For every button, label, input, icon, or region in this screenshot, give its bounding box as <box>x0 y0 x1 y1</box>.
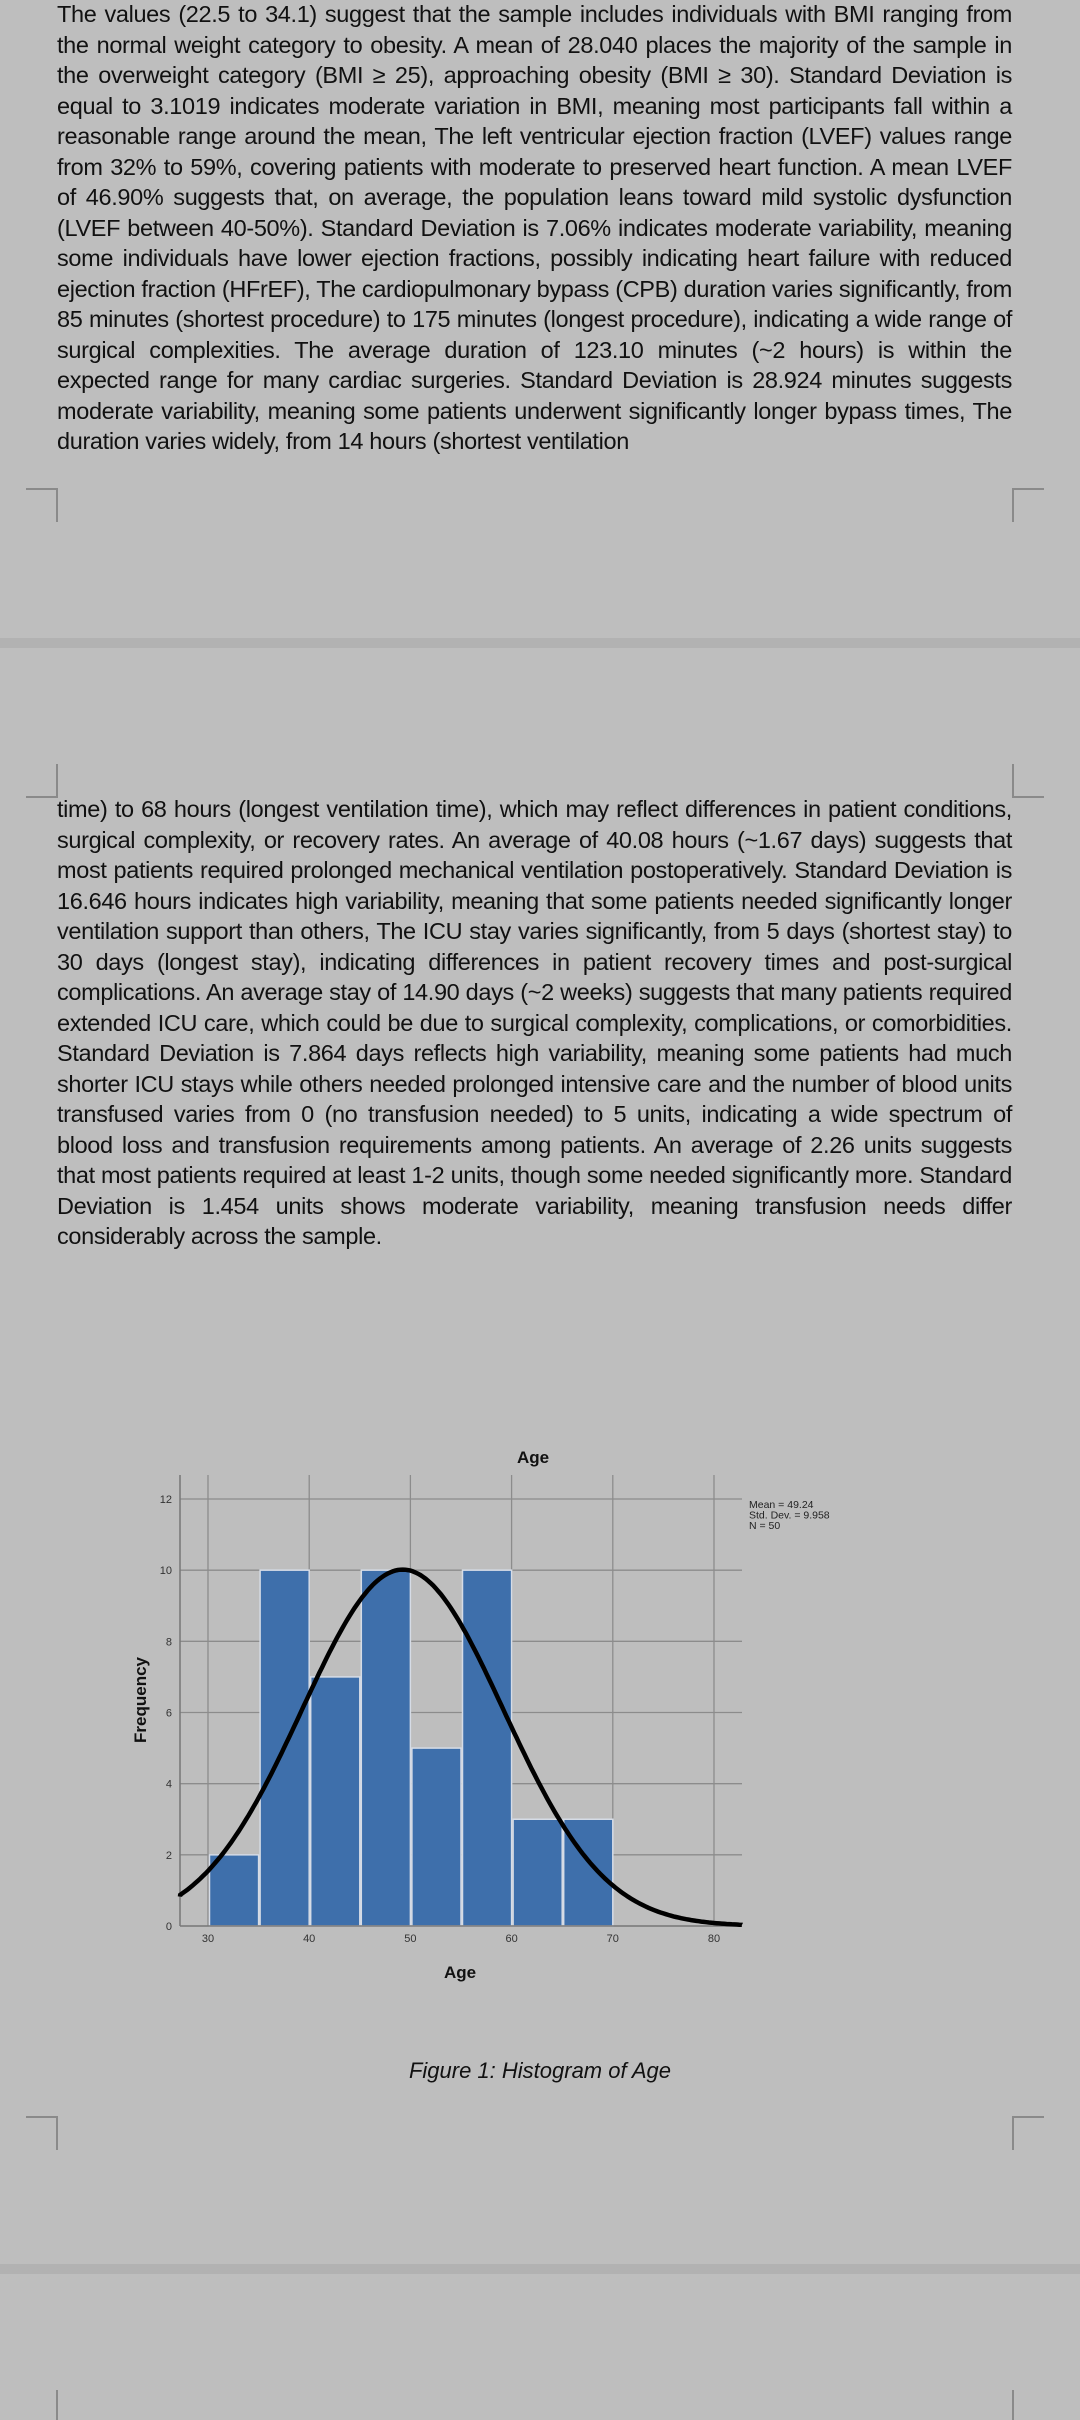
y-tick-label: 0 <box>165 1921 172 1933</box>
margin-corner-top-left <box>26 764 58 798</box>
page-separator <box>0 2264 1080 2274</box>
x-tick-label: 70 <box>606 1933 619 1945</box>
figure-caption: Figure 1: Histogram of Age <box>408 2058 672 2083</box>
y-tick-label: 2 <box>165 1849 172 1862</box>
stats-legend <box>749 1499 830 1532</box>
histogram-bar <box>513 1819 562 1926</box>
y-tick-label: 8 <box>165 1636 172 1649</box>
page-1 <box>0 0 1080 636</box>
y-tick-label: 6 <box>165 1707 172 1720</box>
x-tick-label: 40 <box>303 1933 316 1945</box>
margin-corner-bottom-left <box>26 2116 58 2150</box>
margin-mark-right <box>1012 2390 1014 2420</box>
page-separator <box>0 638 1080 648</box>
stats-legend-line: N = 50 <box>749 1520 781 1532</box>
x-axis-label: Age <box>443 1963 477 1982</box>
chart-bars <box>210 1570 613 1926</box>
margin-corner-top-right <box>1012 764 1044 798</box>
margin-corner-bottom-right <box>1012 2116 1044 2150</box>
histogram-bar <box>412 1748 461 1926</box>
y-tick-label: 12 <box>159 1494 172 1506</box>
stats-legend-line: Std. Dev. = 9.958 <box>749 1509 830 1522</box>
histogram-bar <box>463 1570 512 1926</box>
x-tick-label: 30 <box>201 1933 215 1945</box>
histogram-bar <box>311 1677 360 1926</box>
histogram-bar <box>361 1570 410 1926</box>
chart-title: Age <box>516 1448 550 1467</box>
x-tick-label: 80 <box>707 1933 721 1945</box>
page-3 <box>0 2274 1080 2412</box>
y-tick-label: 4 <box>165 1778 172 1791</box>
x-tick-label: 50 <box>404 1933 417 1945</box>
stats-legend-line: Mean = 49.24 <box>749 1499 814 1511</box>
x-tick-label: 60 <box>505 1933 518 1945</box>
histogram-bar <box>210 1855 259 1926</box>
body-paragraph-2: time) to 68 hours (longest ventilation time), which may reflect differences in patient conditions, surgical complexity, or recovery rates. An average of 40.08 hours (~1.67 days) suggests that most patients required prolonged mechanical ventilation postoperatively. Standard Deviation is 16.646 hours indicates high variability, meaning that some patients needed significantly longer ventilation support than others, The ICU stay varies significantly, from 5 days (shortest stay) to 30 days (longest stay), indicating differences in patient recovery times and post-surgical complications. An average stay of 14.90 days (~2 weeks) suggests that many patients required extended ICU care, which could be due to surgical complexity, complications, or comorbidities. Standard Deviation is 7.864 days reflects high variability, meaning some patients had much shorter ICU stays while others needed prolonged intensive care and the number of blood units transfused varies from 0 (no transfusion needed) to 5 units, indicating a wide spectrum of blood loss and transfusion requirements among patients. An average of 2.26 units suggests that most patients required at least 1-2 units, though some needed significantly more. Standard Deviation is 1.454 units shows moderate variability, meaning transfusion needs differ considerably across the sample. <box>57 796 1012 1249</box>
margin-mark-left <box>56 2390 58 2420</box>
age-histogram-chart <box>0 1430 1080 2040</box>
margin-corner-bottom-right <box>1012 488 1044 522</box>
body-paragraph-1: The values (22.5 to 34.1) suggest that the sample includes individuals with BMI ranging from the normal weight category to obesity. A mean of 28.040 places the majority of the sample in the overweight category (BMI ≥ 25), approaching obesity (BMI ≥ 30). Standard Deviation is equal to 3.1019 indicates moderate variation in BMI, meaning most participants fall within a reasonable range around the mean, The left ventricular ejection fraction (LVEF) values range from 32% to 59%, covering patients with moderate to preserved heart function. A mean LVEF of 46.90% suggests that, on average, the population leans toward mild systolic dysfunction (LVEF between 40-50%). Standard Deviation is 7.06% indicates moderate variability, meaning some individuals have lower ejection fractions, possibly indicating heart failure with reduced ejection fraction (HFrEF), The cardiopulmonary bypass (CPB) duration varies significantly, from 85 minutes (shortest procedure) to 175 minutes (longest procedure), indicating a wide range of surgical complexities. The average duration of 123.10 minutes (~2 hours) is within the expected range for many cardiac surgeries. Standard Deviation is 28.924 minutes suggests moderate variability, meaning some patients underwent significantly longer bypass times, The duration varies widely, from 14 hours (shortest ventilation <box>57 1 1012 454</box>
y-axis-label: Frequency <box>131 1657 150 1743</box>
y-tick-label: 10 <box>159 1565 172 1578</box>
margin-corner-bottom-left <box>26 488 58 522</box>
